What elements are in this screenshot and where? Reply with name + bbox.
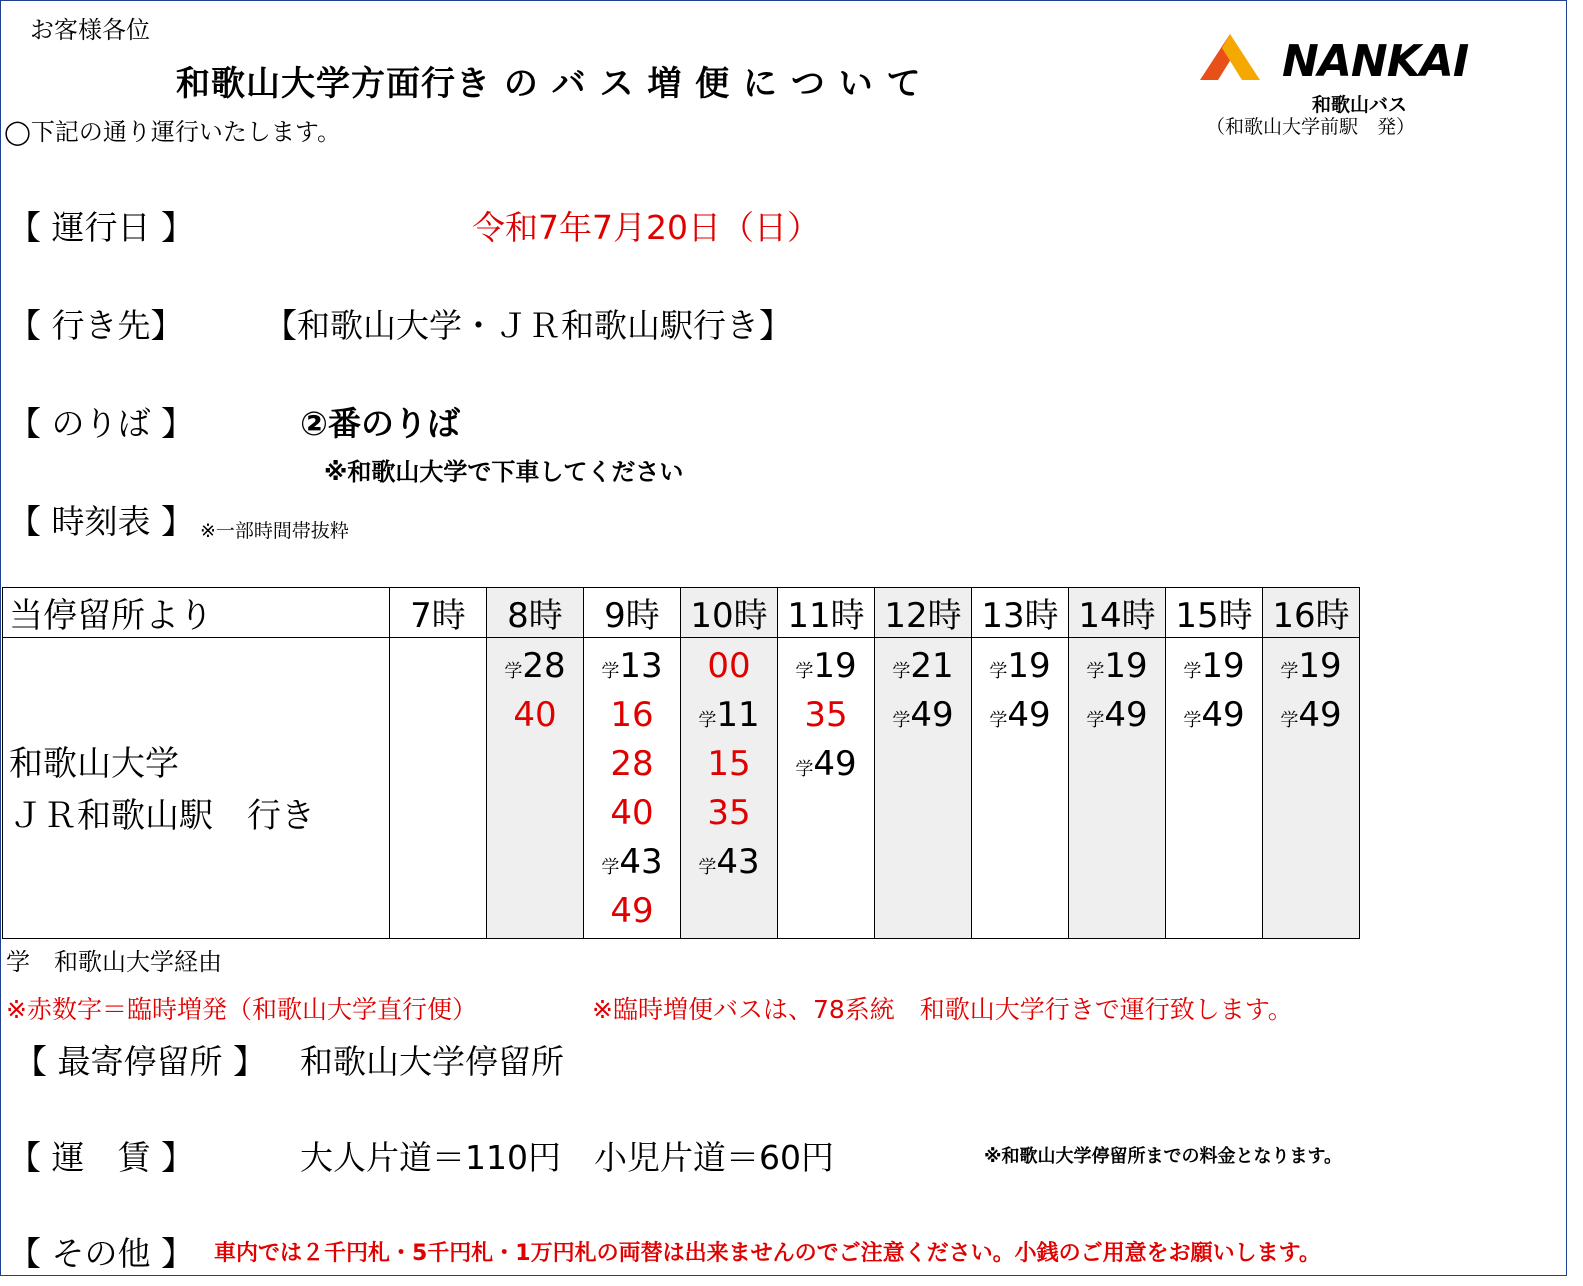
- nearest-stop-label: 【 最寄停留所 】: [14, 1042, 266, 1081]
- legend-route-note: ※臨時増便バスは、78系統 和歌山大学行きで運行致します。: [592, 995, 1293, 1024]
- via-university-mark: 学: [1183, 661, 1202, 682]
- via-university-mark: 学: [1086, 710, 1105, 731]
- fare-value: 大人片道＝110円 小児片道＝60円: [300, 1138, 834, 1177]
- hour-cell: [778, 638, 875, 939]
- departure-time: [601, 840, 662, 889]
- departure-time: [1280, 693, 1341, 742]
- departure-minute: 21: [910, 646, 954, 686]
- departure-time: [892, 693, 953, 742]
- departure-time: [1086, 644, 1147, 693]
- departure-minute: 11: [716, 695, 760, 735]
- departure-minute: 28: [522, 646, 566, 686]
- departure-minute: 49: [1298, 695, 1342, 735]
- legend-via: 学 和歌山大学経由: [6, 948, 222, 976]
- departure-minute: 19: [1007, 646, 1051, 686]
- operation-day-value: 令和7年7月20日（日）: [472, 208, 820, 247]
- departure-minute: 35: [707, 793, 751, 833]
- hour-header: 11時: [778, 588, 875, 638]
- departure-minute: 35: [804, 695, 848, 735]
- page-title: 和歌山大学方面行き の バ ス 増 便 に つ い て: [176, 64, 922, 104]
- via-university-mark: 学: [989, 710, 1008, 731]
- nearest-stop-value: 和歌山大学停留所: [300, 1042, 564, 1081]
- departure-time: [1183, 644, 1244, 693]
- destination-value: 【和歌山大学・ＪＲ和歌山駅行き】: [264, 306, 792, 345]
- via-university-mark: 学: [795, 661, 814, 682]
- departure-minute: 28: [610, 744, 654, 784]
- departure-time: [989, 693, 1050, 742]
- via-university-mark: 学: [892, 661, 911, 682]
- logo-origin: （和歌山大学前駅 発）: [1206, 116, 1416, 138]
- departure-minute: 19: [1104, 646, 1148, 686]
- departure-minute: 40: [610, 793, 654, 833]
- via-university-mark: 学: [1280, 661, 1299, 682]
- hour-header: 12時: [875, 588, 972, 638]
- departure-time: [989, 644, 1050, 693]
- via-university-mark: 学: [601, 661, 620, 682]
- row-label-line2: ＪＲ和歌山駅 行き: [9, 796, 315, 836]
- departure-time: [1086, 693, 1147, 742]
- departure-time: [513, 693, 556, 742]
- departure-minute: 49: [910, 695, 954, 735]
- nankai-logo-mark-icon: [1198, 32, 1262, 84]
- departure-time: [610, 693, 653, 742]
- departure-time: [610, 791, 653, 840]
- departure-minute: 49: [610, 891, 654, 931]
- timetable: [2, 587, 1360, 939]
- hour-cell: [1069, 638, 1166, 939]
- departure-time: [804, 693, 847, 742]
- hour-cell: [972, 638, 1069, 939]
- departure-time: [707, 791, 750, 840]
- hour-cell: [487, 638, 584, 939]
- hour-header: 10時: [681, 588, 778, 638]
- departure-time: [795, 742, 856, 791]
- stop-note: ※和歌山大学で下車してください: [324, 458, 684, 486]
- departure-time: [707, 742, 750, 791]
- departure-time: [707, 644, 750, 693]
- hour-cell: [681, 638, 778, 939]
- hour-cell: [1263, 638, 1360, 939]
- departure-time: [1183, 693, 1244, 742]
- departure-minute: 43: [716, 842, 760, 882]
- hour-header: 16時: [1263, 588, 1360, 638]
- stop-label: 【 のりば 】: [8, 404, 194, 443]
- departure-time: [892, 644, 953, 693]
- via-university-mark: 学: [1086, 661, 1105, 682]
- departure-minute: 15: [707, 744, 751, 784]
- departure-minute: 19: [1298, 646, 1342, 686]
- timetable-row-label: [3, 638, 390, 939]
- departure-time: [698, 693, 759, 742]
- via-university-mark: 学: [989, 661, 1008, 682]
- timetable-header-row: [3, 588, 1360, 638]
- departure-minute: 49: [1104, 695, 1148, 735]
- hour-header: 7時: [390, 588, 487, 638]
- departure-minute: 49: [1007, 695, 1051, 735]
- via-university-mark: 学: [601, 857, 620, 878]
- logo-company: 和歌山バス: [1312, 94, 1408, 116]
- greeting: お客様各位: [30, 16, 150, 44]
- departure-time: [610, 889, 653, 938]
- logo-brand: NANKAI: [1282, 36, 1469, 87]
- hour-header: 9時: [584, 588, 681, 638]
- departure-minute: 13: [619, 646, 663, 686]
- fare-label: 【 運 賃 】: [8, 1138, 194, 1177]
- hour-header: 8時: [487, 588, 584, 638]
- departure-time: [610, 742, 653, 791]
- stop-value: ②番のりば: [300, 404, 460, 443]
- departure-time: [601, 644, 662, 693]
- row-label-line1: 和歌山大学: [9, 744, 179, 784]
- departure-minute: 19: [813, 646, 857, 686]
- departure-minute: 40: [513, 695, 557, 735]
- via-university-mark: 学: [504, 661, 523, 682]
- hour-header: 15時: [1166, 588, 1263, 638]
- hour-cell: [584, 638, 681, 939]
- via-university-mark: 学: [1280, 710, 1299, 731]
- destination-label: 【 行き先】: [8, 306, 184, 345]
- timetable-row: [3, 638, 1360, 939]
- timetable-first-header: 当停留所より: [3, 588, 390, 638]
- nankai-logo: [1198, 32, 1469, 142]
- other-label: 【 その他 】: [8, 1234, 194, 1273]
- via-university-mark: 学: [1183, 710, 1202, 731]
- departure-minute: 00: [707, 646, 751, 686]
- timetable-note: ※一部時間帯抜粋: [200, 520, 349, 542]
- hour-cell: [1166, 638, 1263, 939]
- departure-time: [795, 644, 856, 693]
- timetable-label: 【 時刻表 】: [8, 502, 194, 541]
- via-university-mark: 学: [795, 759, 814, 780]
- hour-cell: [390, 638, 487, 939]
- departure-time: [698, 840, 759, 889]
- operation-day-label: 【 運行日 】: [8, 208, 194, 247]
- departure-minute: 49: [813, 744, 857, 784]
- departure-minute: 16: [610, 695, 654, 735]
- hour-header: 14時: [1069, 588, 1166, 638]
- departure-time: [504, 644, 565, 693]
- departure-minute: 43: [619, 842, 663, 882]
- via-university-mark: 学: [698, 710, 717, 731]
- hour-cell: [875, 638, 972, 939]
- via-university-mark: 学: [698, 857, 717, 878]
- fare-note: ※和歌山大学停留所までの料金となります。: [984, 1146, 1343, 1167]
- hour-header: 13時: [972, 588, 1069, 638]
- legend-red-note: ※赤数字＝臨時増発（和歌山大学直行便）: [6, 995, 477, 1024]
- via-university-mark: 学: [892, 710, 911, 731]
- departure-minute: 19: [1201, 646, 1245, 686]
- intro-text: ◯下記の通り運行いたします。: [4, 118, 341, 146]
- departure-minute: 49: [1201, 695, 1245, 735]
- other-value: 車内では２千円札・5千円札・1万円札の両替は出来ませんのでご注意ください。小銭のご用意をお願いします。: [214, 1241, 1321, 1266]
- departure-time: [1280, 644, 1341, 693]
